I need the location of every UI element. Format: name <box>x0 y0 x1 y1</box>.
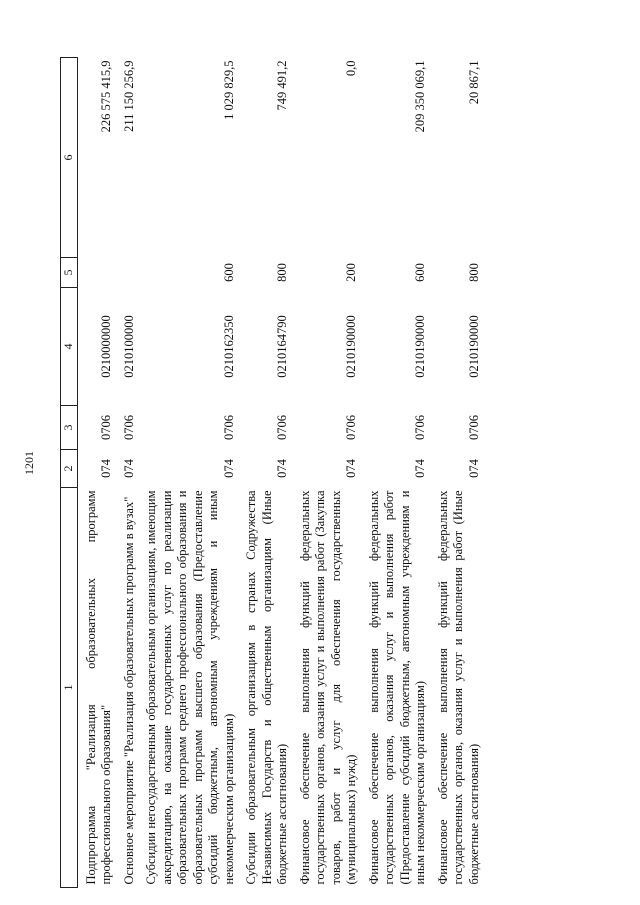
section-code: 0706 <box>466 415 481 440</box>
section-code: 0706 <box>121 415 136 440</box>
expense-kind-code: 200 <box>344 263 358 282</box>
amount: 0,0 <box>344 60 358 77</box>
section-code: 0706 <box>275 415 289 440</box>
budget-admin-code: 074 <box>121 459 136 478</box>
section-code: 0706 <box>344 415 358 440</box>
column-header: 6 <box>61 58 78 258</box>
target-item-code: 0210100000 <box>121 315 136 378</box>
target-item-code: 0210162350 <box>221 315 236 378</box>
budget-admin-code: 074 <box>413 459 427 478</box>
column-header: 4 <box>61 288 78 406</box>
target-item-code: 0210190000 <box>413 315 427 378</box>
budget-table <box>60 57 483 888</box>
item-name: Основное мероприятие "Реализация образовательных программ в вузах" <box>121 496 136 885</box>
table-row <box>361 58 430 888</box>
section-code: 0706 <box>221 415 236 440</box>
expense-kind-code: 800 <box>466 263 481 282</box>
item-name: Субсидии образовательным организациям в странах Содружества Независимых Государств и общественным организациям (Иные бюджетные ассигнования) <box>244 490 289 885</box>
budget-admin-code: 074 <box>275 459 289 478</box>
item-name: Субсидии негосударственным образовательным организациям, имеющим аккредитацию, на оказание государственных услуг по реализации образовательных программ среднего профессионального образования и образовательных программ высшего образования (Предоставление субсидий бюджетным, автономным учреждениям и иным некоммерческим организациям) <box>144 490 236 885</box>
table-row <box>292 58 361 888</box>
amount: 211 150 256,9 <box>121 60 136 132</box>
table-row <box>238 58 292 888</box>
section-code: 0706 <box>413 415 427 440</box>
expense-kind-code <box>77 258 116 288</box>
target-item-code: 0210190000 <box>466 315 481 378</box>
target-item-code: 0210190000 <box>344 315 358 378</box>
amount: 20 867,1 <box>466 60 481 105</box>
budget-admin-code: 074 <box>99 459 113 478</box>
target-item-code: 0210164790 <box>275 315 289 378</box>
item-name: Подпрограмма "Реализация образовательных программ профессионального образования" <box>83 490 113 885</box>
column-header: 1 <box>61 488 78 888</box>
column-number-row <box>61 58 78 888</box>
column-header: 2 <box>61 450 78 488</box>
amount: 209 350 069,1 <box>413 60 427 133</box>
column-header: 5 <box>61 258 78 288</box>
table-row <box>77 58 116 888</box>
page-number: 1201 <box>22 451 36 475</box>
amount: 1 029 829,5 <box>221 60 236 120</box>
expense-kind-code: 800 <box>275 263 289 282</box>
item-name: Финансовое обеспечение выполнения функций федеральных государственных органов, оказания услуг и выполнения работ (Иные бюджетные ассигнования) <box>435 490 481 885</box>
table-row <box>430 58 484 888</box>
column-header: 3 <box>61 406 78 450</box>
expense-kind-code: 600 <box>413 263 427 282</box>
budget-admin-code: 074 <box>221 459 236 478</box>
expense-kind-code: 600 <box>221 263 236 282</box>
target-item-code: 0210000000 <box>99 315 113 378</box>
amount: 749 491,2 <box>275 60 289 111</box>
item-name: Финансовое обеспечение выполнения функций федеральных государственных органов, оказания услуг и выполнения работ (Закупка товаров, работ и услуг для обеспечения государственных (муниципальных) нужд) <box>297 490 358 885</box>
budget-admin-code: 074 <box>466 459 481 478</box>
section-code: 0706 <box>99 415 113 440</box>
expense-kind-code <box>116 258 139 288</box>
rotated-page <box>22 58 580 888</box>
table-row <box>138 58 238 888</box>
table-row <box>116 58 139 888</box>
budget-admin-code: 074 <box>344 459 358 478</box>
item-name: Финансовое обеспечение выполнения функций федеральных государственных органов, оказания услуг и выполнения работ (Предоставление субсидий бюджетным, автономным учреждениям и иным некоммерческим организациям) <box>366 490 427 885</box>
amount: 226 575 415,9 <box>99 60 113 133</box>
